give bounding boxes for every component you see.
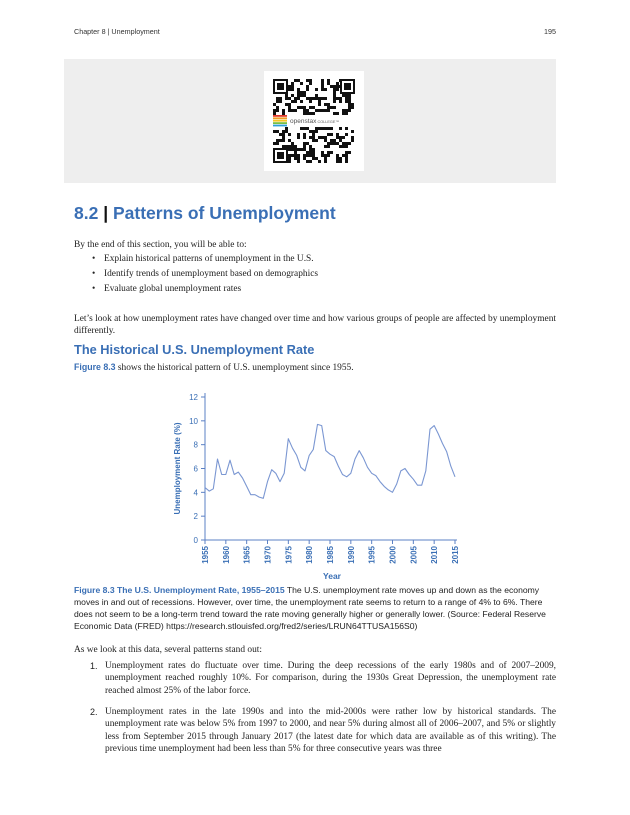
unemployment-line-chart: [160, 385, 480, 585]
objective-item: • Evaluate global unemployment rates: [92, 284, 318, 299]
x-tick-label: 1965: [242, 546, 252, 564]
x-tick-label: 1985: [326, 546, 335, 564]
list-item: [74, 706, 556, 755]
x-tick-label: 2005: [409, 546, 419, 564]
running-header: [74, 27, 556, 36]
section-separator: |: [103, 203, 109, 223]
x-tick-label: 1995: [367, 546, 377, 564]
figure-reference-link[interactable]: Figure 8.3: [74, 362, 116, 372]
figure-caption-label: Figure 8.3 The U.S. Unemployment Rate, 1955–2015: [74, 585, 285, 595]
x-tick-label: 2010: [430, 546, 440, 564]
learning-objectives: [92, 254, 318, 299]
x-tick-label: 1980: [305, 546, 315, 564]
x-axis-title: Year: [323, 571, 341, 581]
x-tick-label: 2000: [388, 546, 398, 564]
qr-code[interactable]: [264, 71, 364, 171]
objective-item: • Explain historical patterns of unemployment in the U.S.: [92, 254, 318, 269]
x-tick-label: 1970: [263, 546, 273, 564]
x-tick-label: 1990: [346, 546, 356, 564]
list-lead-in: As we look at this data, several patterns stand out:: [74, 645, 262, 655]
section-title-text: Patterns of Unemployment: [112, 203, 336, 223]
list-item: [74, 660, 556, 697]
list-item-text: Unemployment rates do fluctuate over time. During the deep recessions of the early 1980s and of 2007–2009, unemployment reached roughly 10%. For comparison, during the 1930s Great Depression, the unemployment rate reached almost 25% of the labor force.: [105, 661, 556, 696]
x-tick-label: 1975: [284, 546, 294, 564]
y-tick-label: 8: [193, 440, 198, 450]
y-axis-title: Unemployment Rate (%): [173, 422, 182, 515]
subsection-heading: The Historical U.S. Unemployment Rate: [74, 342, 315, 357]
openstax-logo-text: openstax COLLEGE™: [290, 118, 340, 125]
patterns-list-continued: [74, 706, 556, 755]
y-tick-label: 0: [193, 536, 198, 545]
section-number: 8.2: [74, 203, 99, 223]
list-item-text: Unemployment rates in the late 1990s and into the mid-2000s were rather low by historical standards. The unemployment rate was below 5% from 1997 to 2000, and near 5% during almost all of 2006–2007, and 5% or slightly less from September 2015 through January 2017 (the latest date for which data are available as of this writing). The previous time unemployment had been less than 5% for three consecutive years was three: [105, 707, 556, 754]
page-number: 195: [544, 27, 556, 36]
x-tick-label: 1955: [201, 546, 210, 564]
patterns-list: [74, 660, 556, 697]
objectives-intro: By the end of this section, you will be able to:: [74, 240, 247, 250]
y-tick-label: 12: [189, 393, 198, 402]
figure-intro-paragraph: [74, 361, 556, 374]
y-tick-label: 10: [189, 416, 198, 426]
list-number: 1.: [90, 661, 98, 671]
figure-caption: [74, 584, 556, 632]
section-title: [74, 203, 336, 224]
list-number: 2.: [90, 707, 98, 717]
figure-intro-text: shows the historical pattern of U.S. unemployment since 1955.: [115, 363, 354, 373]
y-tick-label: 2: [193, 512, 198, 522]
y-tick-label: 4: [193, 488, 198, 498]
qr-code-panel: [64, 59, 556, 183]
qr-code-icon: [264, 71, 364, 171]
body-paragraph: Let’s look at how unemployment rates have changed over time and how various groups of people are affected by unemployment differently.: [74, 314, 556, 337]
x-tick-label: 2015: [451, 546, 460, 564]
figure-caption-text: The U.S. unemployment rate moves up and down as the economy moves in and out of recessions. However, over time, the unemployment rate seems to return to a range of 4% to 6%. There does not seem to be a long-term trend toward the rate moving generally higher or generally lower. (Source: Federal Reserve Economic Data (FRED) https://research.stlouisfed.org/fred2/series/LRUN64TTUSA156S0): [74, 585, 546, 631]
x-tick-label: 1960: [221, 546, 231, 564]
objective-item: • Identify trends of unemployment based on demographics: [92, 269, 318, 284]
series-line: [205, 424, 455, 498]
chapter-label: Chapter 8 | Unemployment: [74, 27, 160, 36]
y-tick-label: 6: [193, 464, 198, 474]
